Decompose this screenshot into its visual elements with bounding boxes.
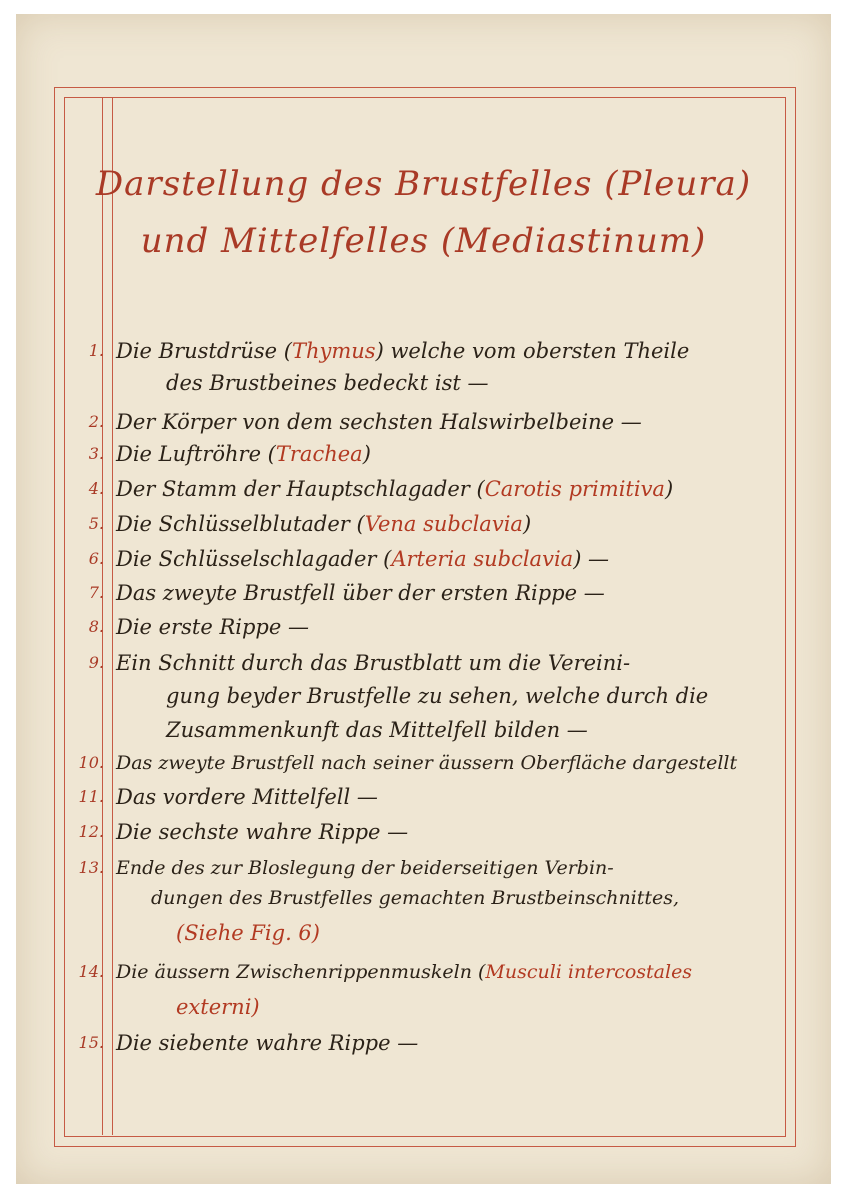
- item-number: 10.: [78, 753, 104, 772]
- latin-term: Arteria subclavia: [391, 547, 574, 571]
- item-text: Die erste Rippe —: [116, 615, 309, 639]
- item-text: Die äussern Zwischenrippenmuskeln (: [116, 961, 486, 983]
- item-text-tail: ): [251, 995, 260, 1019]
- latin-term: Musculi intercostales: [485, 961, 693, 983]
- item-text-tail: ) welche vom obersten Theile: [375, 339, 690, 363]
- item-text: Der Stamm der Hauptschlagader (: [116, 477, 485, 501]
- item-number: 12.: [78, 822, 104, 841]
- latin-term: Carotis primitiva: [484, 477, 665, 501]
- item-number: 6.: [88, 549, 104, 568]
- item-number: 13.: [78, 858, 104, 877]
- item-text: Der Körper von dem sechsten Halswirbelbeine —: [116, 410, 642, 434]
- latin-term: (Siehe Fig. 6): [176, 921, 320, 945]
- item-text-tail: ): [522, 512, 532, 536]
- item-text: Das zweyte Brustfell nach seiner äussern Oberfläche dargestellt: [116, 752, 738, 774]
- latin-term: Thymus: [291, 339, 376, 363]
- title-line-1: Darstellung des Brustfelles (Pleura): [95, 164, 752, 204]
- item-text-tail: ) —: [573, 547, 610, 571]
- item-text: Die Brustdrüse (: [116, 339, 292, 363]
- item-number: 8.: [88, 617, 104, 636]
- item-number: 5.: [88, 514, 104, 533]
- item-text: Ein Schnitt durch das Brustblatt um die Vereini-: [116, 651, 631, 675]
- item-number: 1.: [88, 341, 104, 360]
- item-continuation: des Brustbeines bedeckt ist —: [166, 371, 489, 395]
- item-text: Die Luftröhre (: [116, 442, 276, 466]
- item-number: 9.: [88, 653, 104, 672]
- title-line-2: und Mittelfelles (Mediastinum): [140, 221, 707, 261]
- item-text: Die sechste wahre Rippe —: [116, 820, 409, 844]
- latin-term: Trachea: [275, 442, 363, 466]
- item-continuation: Zusammenkunft das Mittelfell bilden —: [166, 718, 588, 742]
- item-number: 14.: [78, 962, 104, 981]
- item-text: Ende des zur Bloslegung der beiderseitigen Verbin-: [116, 857, 614, 879]
- item-text: Die Schlüsselblutader (: [116, 512, 365, 536]
- item-number: 4.: [88, 479, 104, 498]
- item-text: Die siebente wahre Rippe —: [116, 1031, 419, 1055]
- latin-term: externi: [176, 995, 252, 1019]
- manuscript-page: [16, 14, 831, 1184]
- item-continuation: dungen des Brustfelles gemachten Brustbeinschnittes,: [151, 887, 680, 909]
- latin-term: Vena subclavia: [364, 512, 523, 536]
- item-number: 11.: [78, 787, 104, 806]
- item-number: 7.: [88, 583, 104, 602]
- item-continuation: [176, 995, 260, 1019]
- item-text: Das zweyte Brustfell über der ersten Rippe —: [116, 581, 605, 605]
- item-number: 3.: [88, 444, 104, 463]
- item-text-tail: ): [664, 477, 674, 501]
- item-text: Die Schlüsselschlagader (: [116, 547, 392, 571]
- item-text: Das vordere Mittelfell —: [116, 785, 378, 809]
- item-continuation: gung beyder Brustfelle zu sehen, welche durch die: [166, 684, 709, 708]
- item-text-tail: ): [362, 442, 371, 466]
- item-number: 2.: [88, 412, 104, 431]
- item-number: 15.: [78, 1033, 104, 1052]
